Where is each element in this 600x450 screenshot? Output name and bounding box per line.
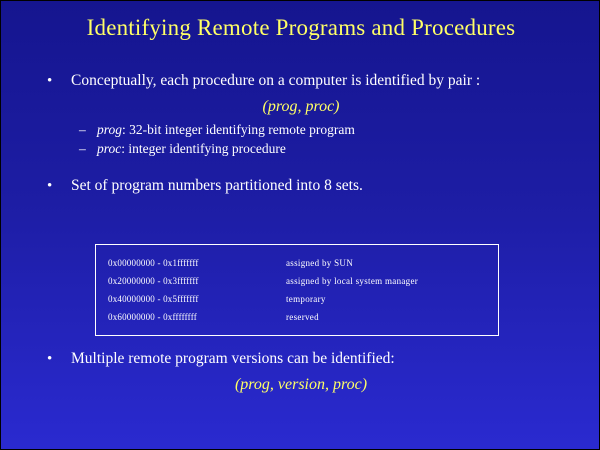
table-row	[108, 254, 498, 272]
bullet-text: Multiple remote program versions can be identified:	[71, 350, 395, 367]
table-cell-range: 0x00000000 - 0x1fffffff	[108, 258, 199, 268]
sub-bullet-proc	[1, 139, 600, 158]
table-cell-range: 0x60000000 - 0xffffffff	[108, 312, 197, 322]
slide-title: Identifying Remote Programs and Procedures	[86, 15, 516, 40]
table-cell-description: temporary	[286, 294, 326, 304]
bullet-marker: •	[47, 351, 53, 367]
table-cell-description: assigned by SUN	[286, 258, 353, 268]
slide-body-bottom	[1, 349, 600, 398]
bullet-item	[1, 71, 600, 91]
slide-body	[1, 71, 600, 198]
sub-bullet-prog	[1, 120, 600, 139]
bullet-text: Set of program numbers partitioned into 8 sets.	[71, 177, 363, 194]
table-cell-description: assigned by local system manager	[286, 276, 419, 286]
prog-proc-notation: (prog, proc)	[262, 98, 340, 115]
sub-bullet-emphasis: proc	[97, 141, 122, 156]
bullet-item	[1, 349, 600, 369]
bullet-marker: •	[47, 178, 53, 194]
table-row	[108, 290, 498, 308]
sub-bullet-text: : integer identifying procedure	[121, 141, 286, 156]
table-cell-description: reserved	[286, 312, 319, 322]
sub-bullet-dash: –	[79, 122, 86, 137]
bullet-item	[1, 176, 600, 196]
table-cell-range: 0x40000000 - 0x5fffffff	[108, 294, 199, 304]
sub-bullet-text: : 32-bit integer identifying remote program	[122, 122, 355, 137]
spacer	[1, 158, 600, 176]
prog-version-proc-notation: (prog, version, proc)	[234, 376, 368, 393]
sub-bullet-dash: –	[79, 141, 86, 156]
program-number-table	[95, 244, 499, 336]
bullet-text: Conceptually, each procedure on a computer is identified by pair :	[71, 72, 481, 89]
bullet-marker: •	[47, 73, 53, 89]
table-cell-range: 0x20000000 - 0x3fffffff	[108, 276, 199, 286]
table-row	[108, 272, 498, 290]
sub-bullet-emphasis: prog	[97, 122, 123, 137]
table-row	[108, 308, 498, 326]
